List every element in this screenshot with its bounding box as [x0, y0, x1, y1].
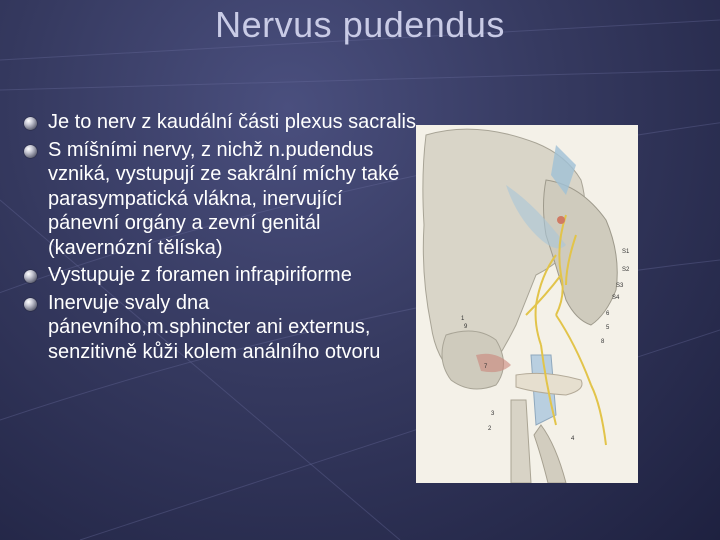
- bullet-icon: [24, 270, 37, 283]
- figure-label: S4: [612, 295, 620, 301]
- slide-title: Nervus pudendus: [215, 4, 505, 45]
- pelvis-drawing: [416, 125, 638, 483]
- bullet-text: S míšními nervy, z nichž n.pudendus vzniká, vystupují ze sakrální míchy také parasympatická vlákna, inervující pánevní orgány a zevní genitál (kavernózní tělíska): [48, 138, 400, 259]
- bullet-text: Vystupuje z foramen infrapiriforme: [48, 264, 352, 286]
- bullet-text: Inervuje svaly dna pánevního,m.sphincter ani externus, senzitivně kůži kolem análního otvoru: [48, 291, 381, 363]
- bullet-icon: [24, 117, 37, 130]
- pelvis-illustration: [416, 125, 638, 483]
- figure-label: 8: [601, 339, 605, 345]
- bullet-icon: [24, 298, 37, 311]
- figure-label: 5: [606, 325, 610, 331]
- bullet-list: [24, 110, 416, 367]
- bullet-item: [24, 291, 416, 365]
- figure-label: 4: [571, 436, 575, 442]
- bullet-text: Je to nerv z kaudální části plexus sacralis: [48, 111, 416, 133]
- figure-label: 3: [491, 411, 495, 417]
- figure-label: 1: [461, 316, 465, 322]
- figure-label: 6: [606, 311, 610, 317]
- figure-label: 9: [464, 324, 468, 330]
- bullet-item: [24, 263, 416, 288]
- bullet-item: [24, 138, 416, 261]
- figure-label: S3: [616, 283, 624, 289]
- bullet-icon: [24, 145, 37, 158]
- figure-label: 7: [484, 364, 488, 370]
- bullet-item: [24, 110, 416, 135]
- figure-label: S1: [622, 249, 630, 255]
- figure-label: S2: [622, 267, 630, 273]
- figure-label: 2: [488, 426, 492, 432]
